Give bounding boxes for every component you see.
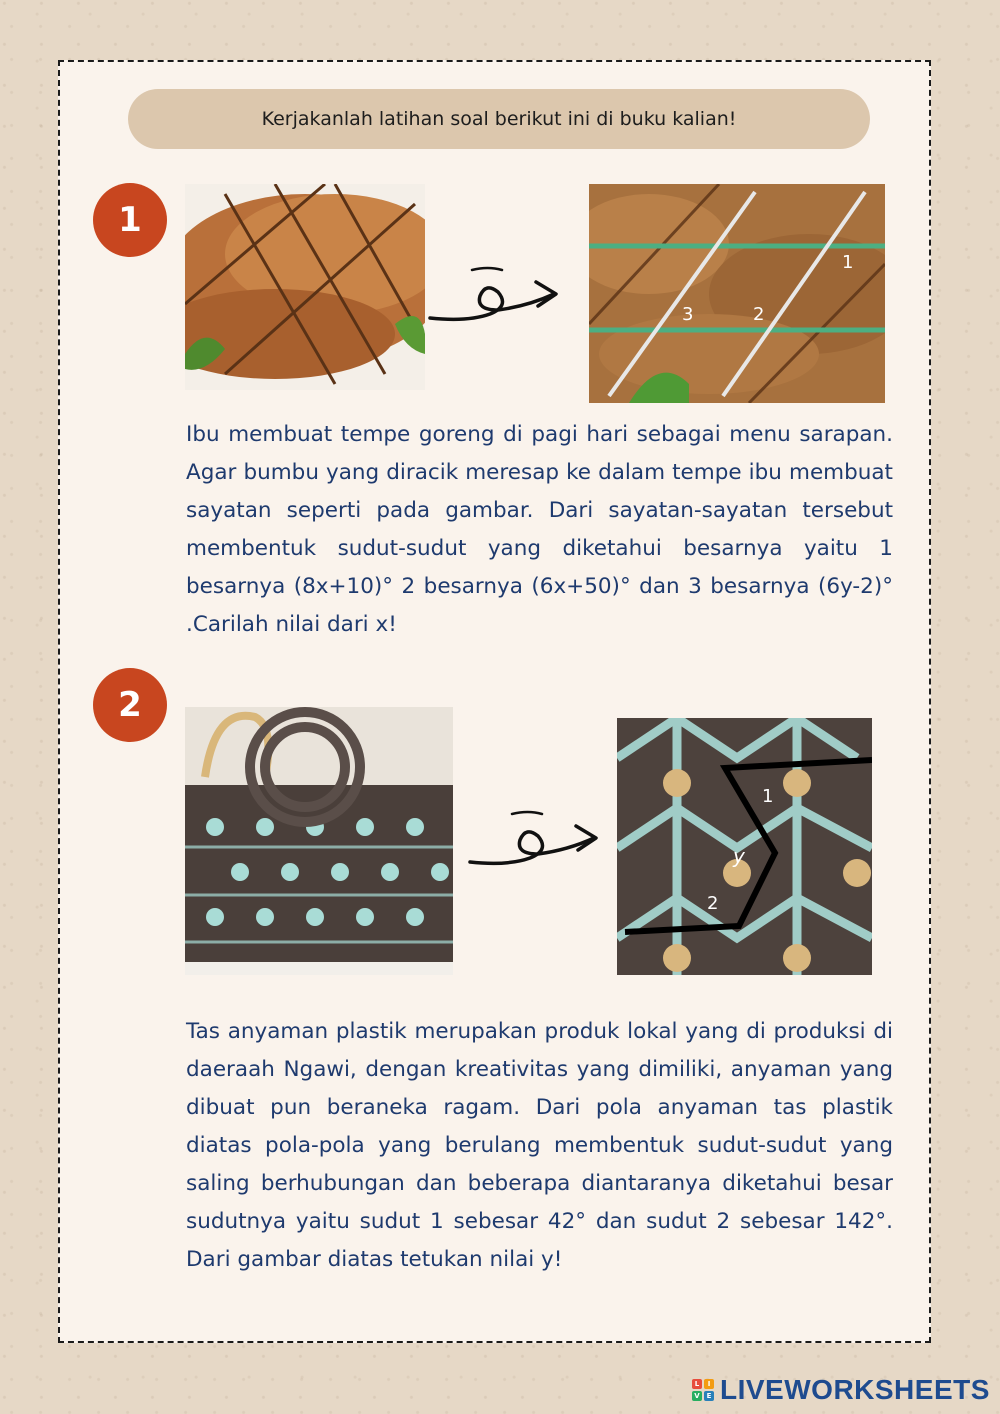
logo-mark-icon: [692, 1379, 714, 1401]
logo-letter: I: [704, 1379, 714, 1389]
right-arrow-icon: [428, 262, 568, 328]
liveworksheets-logo[interactable]: [692, 1372, 990, 1408]
angle-label-2: 2: [707, 893, 719, 914]
question-2-text: Tas anyaman plastik merupakan produk lokal yang di produksi di daeraah Ngawi, dengan kreativitas yang dimiliki, anyaman yang dibuat pun beraneka ragam. Dari pola anyaman tas plastik diatas pola-pola yang berulang membentuk sudut-sudut yang saling berhubungan dan beberapa diantaranya diketahui besar sudutnya yaitu sudut 1 sebesar 42° dan sudut 2 sebesar 142°. Dari gambar diatas tetukan nilai y!: [186, 1019, 893, 1272]
question-number-badge: 2: [93, 668, 167, 742]
tempe-diagram: [589, 184, 885, 403]
angle-label-3: 3: [682, 304, 694, 325]
right-arrow-icon: [468, 806, 608, 872]
logo-letter: L: [692, 1379, 702, 1389]
instruction-text: Kerjakanlah latihan soal berikut ini di buku kalian!: [261, 108, 737, 130]
brand-name: LIVEWORKSHEETS: [720, 1374, 990, 1405]
angle-label-y: y: [733, 844, 745, 868]
instruction-banner: [128, 89, 870, 149]
question-number-badge: 1: [93, 183, 167, 257]
logo-letter: V: [692, 1391, 702, 1401]
angle-label-1: 1: [842, 252, 854, 273]
logo-letter: E: [704, 1391, 714, 1401]
question-1-text: Ibu membuat tempe goreng di pagi hari sebagai menu sarapan. Agar bumbu yang diracik meresap ke dalam tempe ibu membuat sayatan seperti pada gambar. Dari sayatan-sayatan tersebut membentuk sudut-sudut yang diketahui besarnya yaitu 1 besarnya (8x+10)° 2 besarnya (6x+50)° dan 3 besarnya (6y-2)° .Carilah nilai dari x!: [186, 422, 893, 637]
woven-bag-photo: [185, 707, 453, 975]
weave-diagram: [617, 718, 872, 975]
angle-label-2: 2: [753, 304, 765, 325]
tempe-photo: [185, 184, 425, 390]
angle-label-1: 1: [762, 786, 774, 807]
